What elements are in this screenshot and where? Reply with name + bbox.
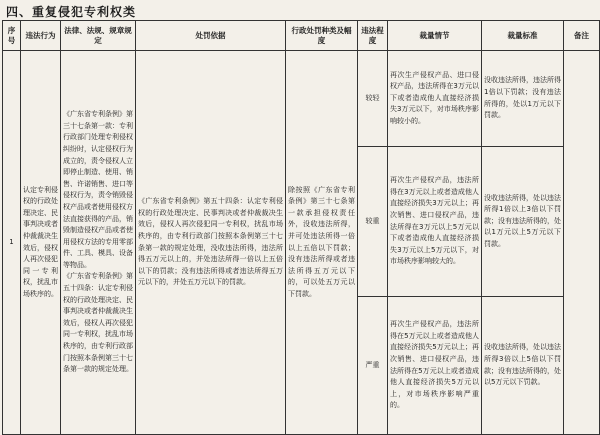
discretion-table: [2, 20, 600, 435]
cell-violation: 认定专利侵权的行政处理决定、民事判决或者仲裁裁决生效后，侵权人再次侵犯同一专利权，扰乱市场秩序的。: [21, 51, 61, 435]
header-seq: 序号: [3, 21, 21, 51]
section-title: 四、重复侵犯专利权类: [6, 5, 137, 19]
cell-standard-light: 没收违法所得，违法所得1倍以下罚款；没有违法所得的，处以1万元以下罚款。: [482, 51, 564, 147]
cell-degree-medium: 较重: [358, 147, 388, 297]
table-row: [3, 51, 600, 147]
cell-remark: [564, 51, 600, 435]
header-circumstance: 裁量情节: [388, 21, 482, 51]
cell-degree-light: 较轻: [358, 51, 388, 147]
cell-standard-medium: 没收违法所得，处以违法所得1倍以上3倍以下罚款；没有违法所得的，处以1万元以上5万元以下罚款。: [482, 147, 564, 297]
cell-standard-severe: 没收违法所得，处以违法所得3倍以上5倍以下罚款；没有违法所得的，处以5万元以下罚款。: [482, 297, 564, 435]
cell-penalty-type: 除按照《广东省专利条例》第三十七条第一款承担侵权责任外，没收违法所得，并可处违法所得一倍以上五倍以下罚款；没有违法所得或者违法所得五万元以下的，可以处五万元以下罚款。: [286, 51, 358, 435]
cell-degree-severe: 严重: [358, 297, 388, 435]
header-standard: 裁量标准: [482, 21, 564, 51]
header-law: 法律、法规、规章规定: [61, 21, 136, 51]
header-violation: 违法行为: [21, 21, 61, 51]
cell-basis: 《广东省专利条例》第五十四条：认定专利侵权的行政处理决定、民事判决或者仲裁裁决生效后，侵权人再次侵犯同一专利权，扰乱市场秩序的，由专利行政部门按照本条例第三十七条第一款的规定处理，没收违法所得，违法所得五万元以上的，并处违法所得一倍以上五倍以下的罚款；没有违法所得或者违法所得五万元以下的，并处五万元以下的罚款。: [136, 51, 286, 435]
cell-circumstance-light: 再次生产侵权产品、进口侵权产品，违法所得在3万元以下或者造成他人直接经济损失3万元以下，对市场秩序影响较小的。: [388, 51, 482, 147]
cell-law: [61, 51, 136, 435]
header-basis: 处罚依据: [136, 21, 286, 51]
cell-circumstance-medium: 再次生产侵权产品，违法所得在3万元以上或者造成他人直接经济损失3万元以上；再次销售、进口侵权产品，违法所得在3万元以上5万元以下或者造成他人直接经济损失3万元以上5万元以下，对市场秩序影响较大的。: [388, 147, 482, 297]
cell-seq: 1: [3, 51, 21, 435]
cell-circumstance-severe: 再次生产侵权产品，违法所得在5万元以上或者造成他人直接经济损失5万元以上；再次销售、进口侵权产品，违法所得在5万元以上或者造成他人直接经济损失5万元以上，对市场秩序影响严重的。: [388, 297, 482, 435]
header-remark: 备注: [564, 21, 600, 51]
law-paragraph-1: 《广东省专利条例》第三十七条第一款：专利行政部门处理专利侵权纠纷时，认定侵权行为成立的，责令侵权人立即停止制造、使用、销售、许诺销售、进口等侵权行为，责令销毁侵权产品或者使用侵权方法直接获得的产品，销毁制造侵权产品或者使用侵权方法的专用零部件、工具、模具、设备等物品。: [63, 110, 133, 269]
law-paragraph-2: 《广东省专利条例》第五十四条：认定专利侵权的行政处理决定、民事判决或者仲裁裁决生效后，侵权人再次侵犯同一专利权，扰乱市场秩序的，由专利行政部门按照本条例第三十七条第一款的规定处理。: [63, 272, 133, 374]
header-degree: 违法程度: [358, 21, 388, 51]
header-penalty-type: 行政处罚种类及幅度: [286, 21, 358, 51]
